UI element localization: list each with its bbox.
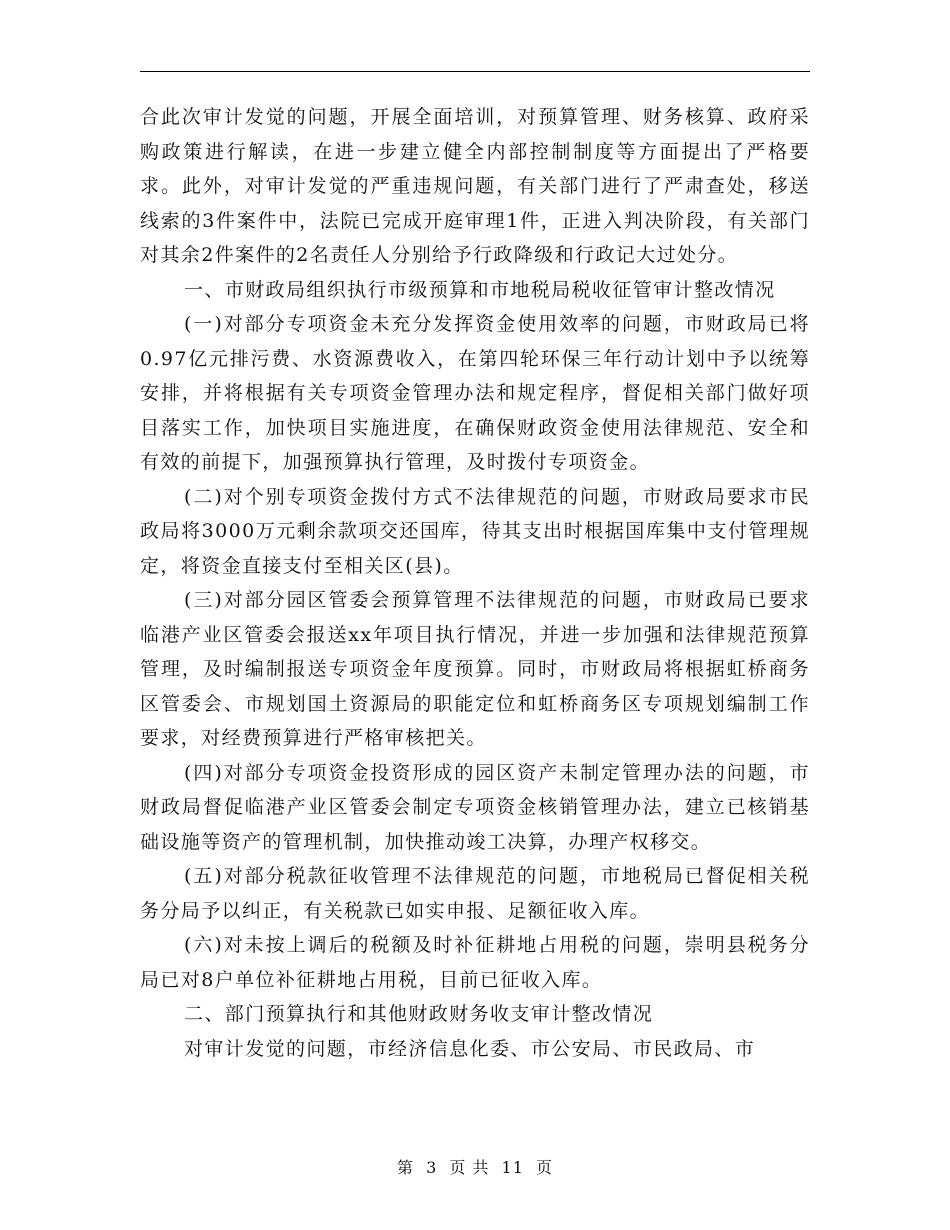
paragraph-1: 合此次审计发觉的问题，开展全面培训，对预算管理、财务核算、政府采购政策进行解读，在进一步建立健全内部控制制度等方面提出了严格要求。此外，对审计发觉的严重违规问题，有关部门进行了严肃查处，移送线索的3件案件中，法院已完成开庭审理1件，正进入判决阶段，有关部门对其余2件案件的2名责任人分别给予行政降级和行政记大过处分。 — [140, 106, 810, 266]
page-suffix: 页 — [536, 1158, 554, 1177]
paragraph-item-5: (五)对部分税款征收管理不法律规范的问题，市地税局已督促相关税务分局予以纠正，有关税款已如实申报、足额征收入库。 — [140, 865, 810, 922]
document-body — [140, 100, 810, 1066]
paragraph-item-3: (三)对部分园区管委会预算管理不法律规范的问题，市财政局已要求临港产业区管委会报送xx年项目执行情况，并进一步加强和法律规范预算管理，及时编制报送专项资金年度预算。同时，市财政局将根据虹桥商务区管委会、市规划国土资源局的职能定位和虹桥商务区专项规划编制工作要求，对经费预算进行严格审核把关。 — [140, 589, 810, 749]
paragraph-item-6: (六)对未按上调后的税额及时补征耕地占用税的问题，崇明县税务分局已对8户单位补征耕地占用税，目前已征收入库。 — [140, 934, 810, 991]
page-footer — [0, 1155, 950, 1178]
paragraph-final: 对审计发觉的问题，市经济信息化委、市公安局、市民政局、市 — [184, 1037, 756, 1060]
page-number-total: 11 — [501, 1158, 524, 1177]
paragraph-item-4: (四)对部分专项资金投资形成的园区资产未制定管理办法的问题，市财政局督促临港产业区管委会制定专项资金核销管理办法，建立已核销基础设施等资产的管理机制，加快推动竣工决算，办理产权移交。 — [140, 761, 810, 853]
header-rule — [140, 71, 810, 72]
section-heading-1: 一、市财政局组织执行市级预算和市地税局税收征管审计整改情况 — [184, 278, 776, 301]
page-number-current: 3 — [426, 1158, 438, 1177]
paragraph-item-1: (一)对部分专项资金未充分发挥资金使用效率的问题，市财政局已将0.97亿元排污费、水资源费收入，在第四轮环保三年行动计划中予以统筹安排，并将根据有关专项资金管理办法和规定程序，督促相关部门做好项目落实工作，加快项目实施进度，在确保财政资金使用法律规范、安全和有效的前提下，加强预算执行管理，及时拨付专项资金。 — [140, 313, 810, 473]
page-mid: 页 共 — [449, 1158, 490, 1177]
section-heading-2: 二、部门预算执行和其他财政财务收支审计整改情况 — [184, 1003, 654, 1025]
paragraph-item-2: (二)对个别专项资金拨付方式不法律规范的问题，市财政局要求市民政局将3000万元剩余款项交还国库，待其支出时根据国库集中支付管理规定，将资金直接支付至相关区(县)。 — [140, 485, 810, 577]
page-prefix: 第 — [396, 1158, 414, 1177]
